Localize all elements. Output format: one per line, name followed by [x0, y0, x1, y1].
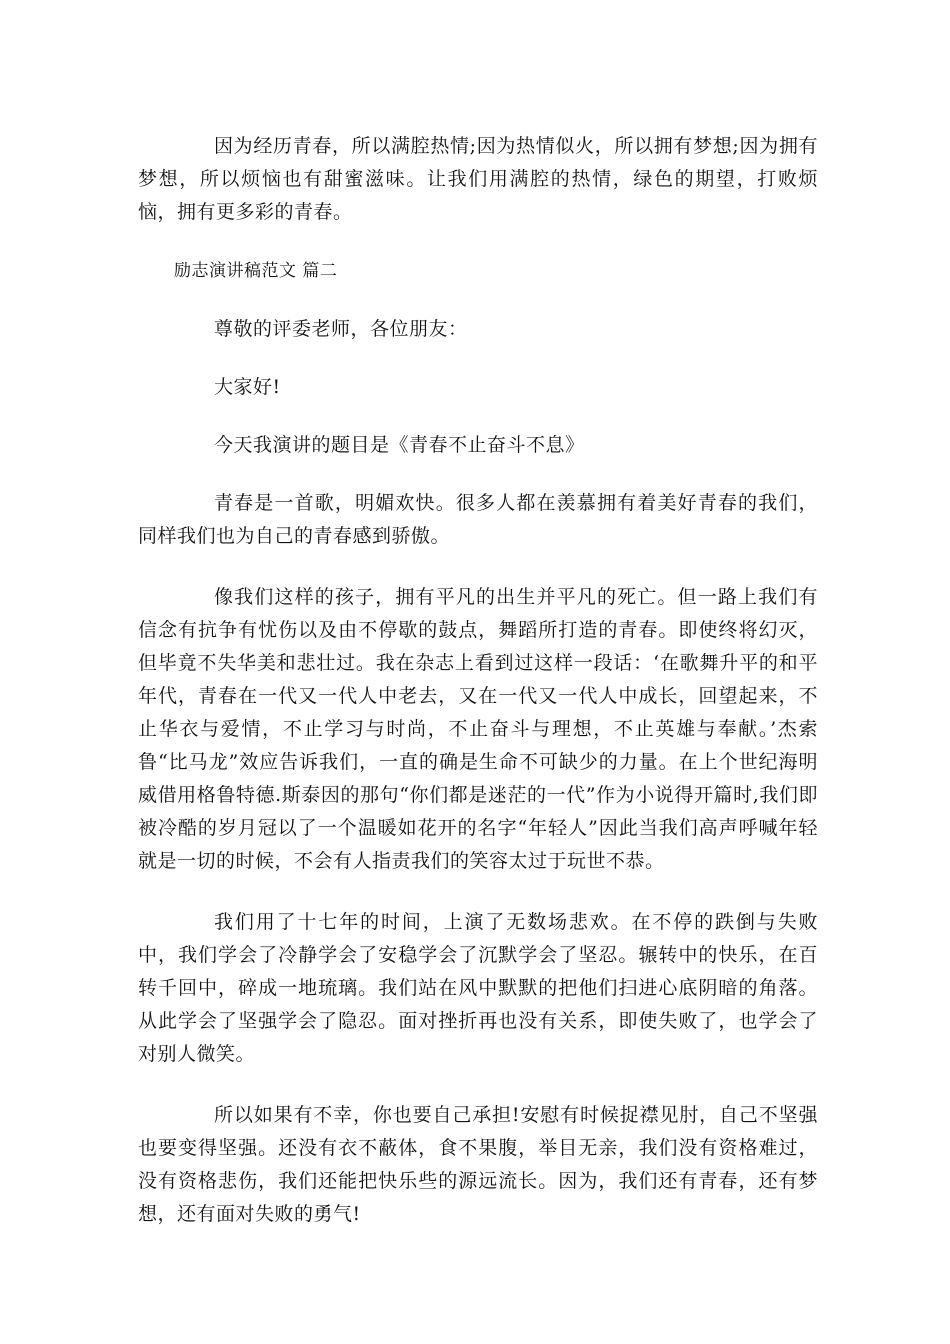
- document-page: [138, 130, 818, 1231]
- section-title: 励志演讲稿范文 篇二: [174, 261, 338, 281]
- paragraph-youth-passion: 因为经历青春，所以满腔热情;因为热情似火，所以拥有梦想;因为拥有梦想，所以烦恼也有甜蜜滋味。让我们用满腔的热情，绿色的期望，打败烦恼，拥有更多彩的青春。: [138, 135, 818, 223]
- greeting: 大家好!: [214, 376, 281, 398]
- paragraph-youth-song: 青春是一首歌，明媚欢快。很多人都在羡慕拥有着美好青春的我们，同样我们也为自己的青春感到骄傲。: [138, 492, 818, 547]
- paragraph-misfortune: 所以如果有不幸，你也要自己承担!安慰有时候捉襟见肘，自己不坚强也要变得坚强。还没有衣不蔽体，食不果腹，举目无亲，我们没有资格难过，没有资格悲伤，我们还能把快乐些的源远流长。因为，我们还有青春，还有梦想，还有面对失败的勇气!: [138, 1104, 818, 1225]
- speech-topic: 今天我演讲的题目是《青春不止奋斗不息》: [214, 434, 585, 456]
- paragraph-ordinary-children: 像我们这样的孩子，拥有平凡的出生并平凡的死亡。但一路上我们有信念有抗争有忧伤以及由不停歇的鼓点，舞蹈所打造的青春。即使终将幻灭，但毕竟不失华美和悲壮过。我在杂志上看到过这样一段话：‘在歌舞升平的和平年代，青春在一代又一代人中老去，又在一代又一代人中成长，回望起来，不止华衣与爱情，不止学习与时尚，不止奋斗与理想，不止英雄与奉献。’杰索鲁“比马龙”效应告诉我们，一直的确是生命不可缺少的力量。在上个世纪海明威借用格鲁特德.斯泰因的那句“你们都是迷茫的一代”作为小说得开篇时,我们即被冷酷的岁月冠以了一个温暖如花开的名字“年轻人”因此当我们高声呼喊年轻就是一切的时候，不会有人指责我们的笑容太过于玩世不恭。: [138, 586, 818, 872]
- paragraph-seventeen-years: 我们用了十七年的时间，上演了无数场悲欢。在不停的跌倒与失败中，我们学会了冷静学会了安稳学会了沉默学会了坚忍。辗转中的快乐，在百转千回中，碎成一地琉璃。我们站在风中默默的把他们扫进心底阴暗的角落。从此学会了坚强学会了隐忍。面对挫折再也没有关系，即使失败了，也学会了对别人微笑。: [138, 911, 818, 1065]
- salutation: 尊敬的评委老师，各位朋友：: [214, 318, 468, 340]
